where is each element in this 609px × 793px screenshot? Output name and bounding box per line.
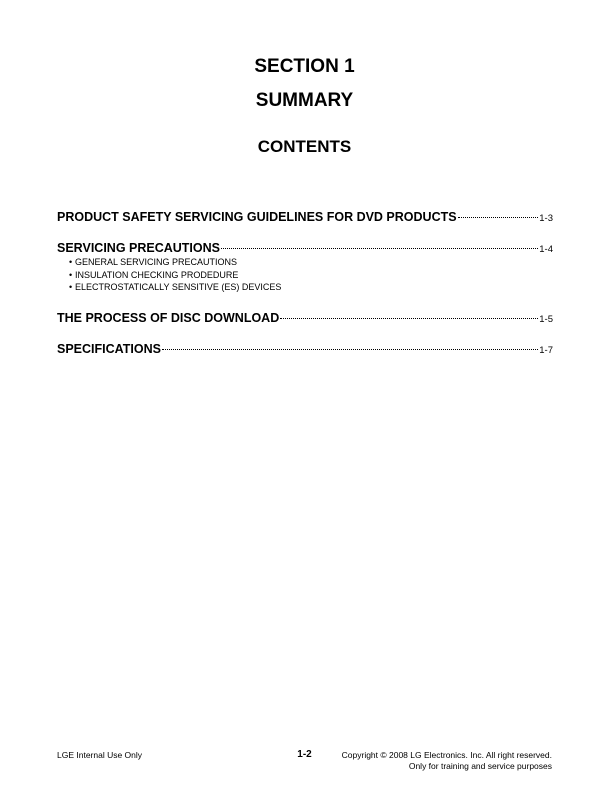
bullet-icon: • [69, 282, 73, 292]
toc-subitem-label: GENERAL SERVICING PRECAUTIONS [75, 257, 238, 267]
toc-dot-leader [221, 238, 538, 249]
toc-subitem[interactable] [69, 281, 281, 294]
toc-entry-title: PRODUCT SAFETY SERVICING GUIDELINES FOR DVD PRODUCTS [57, 210, 457, 224]
footer-copyright [342, 750, 552, 772]
toc-dot-leader [458, 207, 539, 218]
footer-copyright-line: Copyright © 2008 LG Electronics. Inc. All right reserved. [341, 750, 552, 760]
toc-subitem-label: ELECTROSTATICALLY SENSITIVE (ES) DEVICES [75, 282, 282, 292]
toc-subitem-label: INSULATION CHECKING PRODEDURE [75, 269, 239, 280]
toc-page-number: 1-7 [539, 345, 553, 356]
toc-dot-leader [280, 308, 538, 319]
bullet-icon: • [69, 269, 73, 280]
toc-entry-product-safety[interactable] [57, 209, 553, 227]
toc-page-number: 1-5 [539, 314, 553, 325]
toc-page-number: 1-4 [539, 244, 553, 255]
toc-entry-title: SPECIFICATIONS [57, 342, 161, 356]
toc-entry-title: THE PROCESS OF DISC DOWNLOAD [57, 311, 280, 325]
footer-internal-use: LGE Internal Use Only [57, 750, 143, 760]
footer-purpose-line: Only for training and service purposes [408, 761, 552, 771]
section-heading: SECTION 1 [254, 56, 355, 77]
toc-page-number: 1-3 [539, 213, 553, 224]
summary-heading: SUMMARY [255, 90, 354, 111]
toc-entry-title: SERVICING PRECAUTIONS [57, 241, 220, 255]
toc-subitem[interactable] [69, 256, 281, 269]
toc-dot-leader [162, 339, 538, 350]
toc-entry-specifications[interactable] [57, 341, 553, 359]
contents-heading: CONTENTS [257, 137, 352, 156]
toc-entry-disc-download[interactable] [57, 310, 553, 328]
toc-sublist-servicing-precautions [69, 256, 281, 294]
bullet-icon: • [69, 257, 73, 267]
toc-subitem[interactable] [69, 269, 281, 282]
footer-page-number: 1-2 [297, 749, 312, 760]
